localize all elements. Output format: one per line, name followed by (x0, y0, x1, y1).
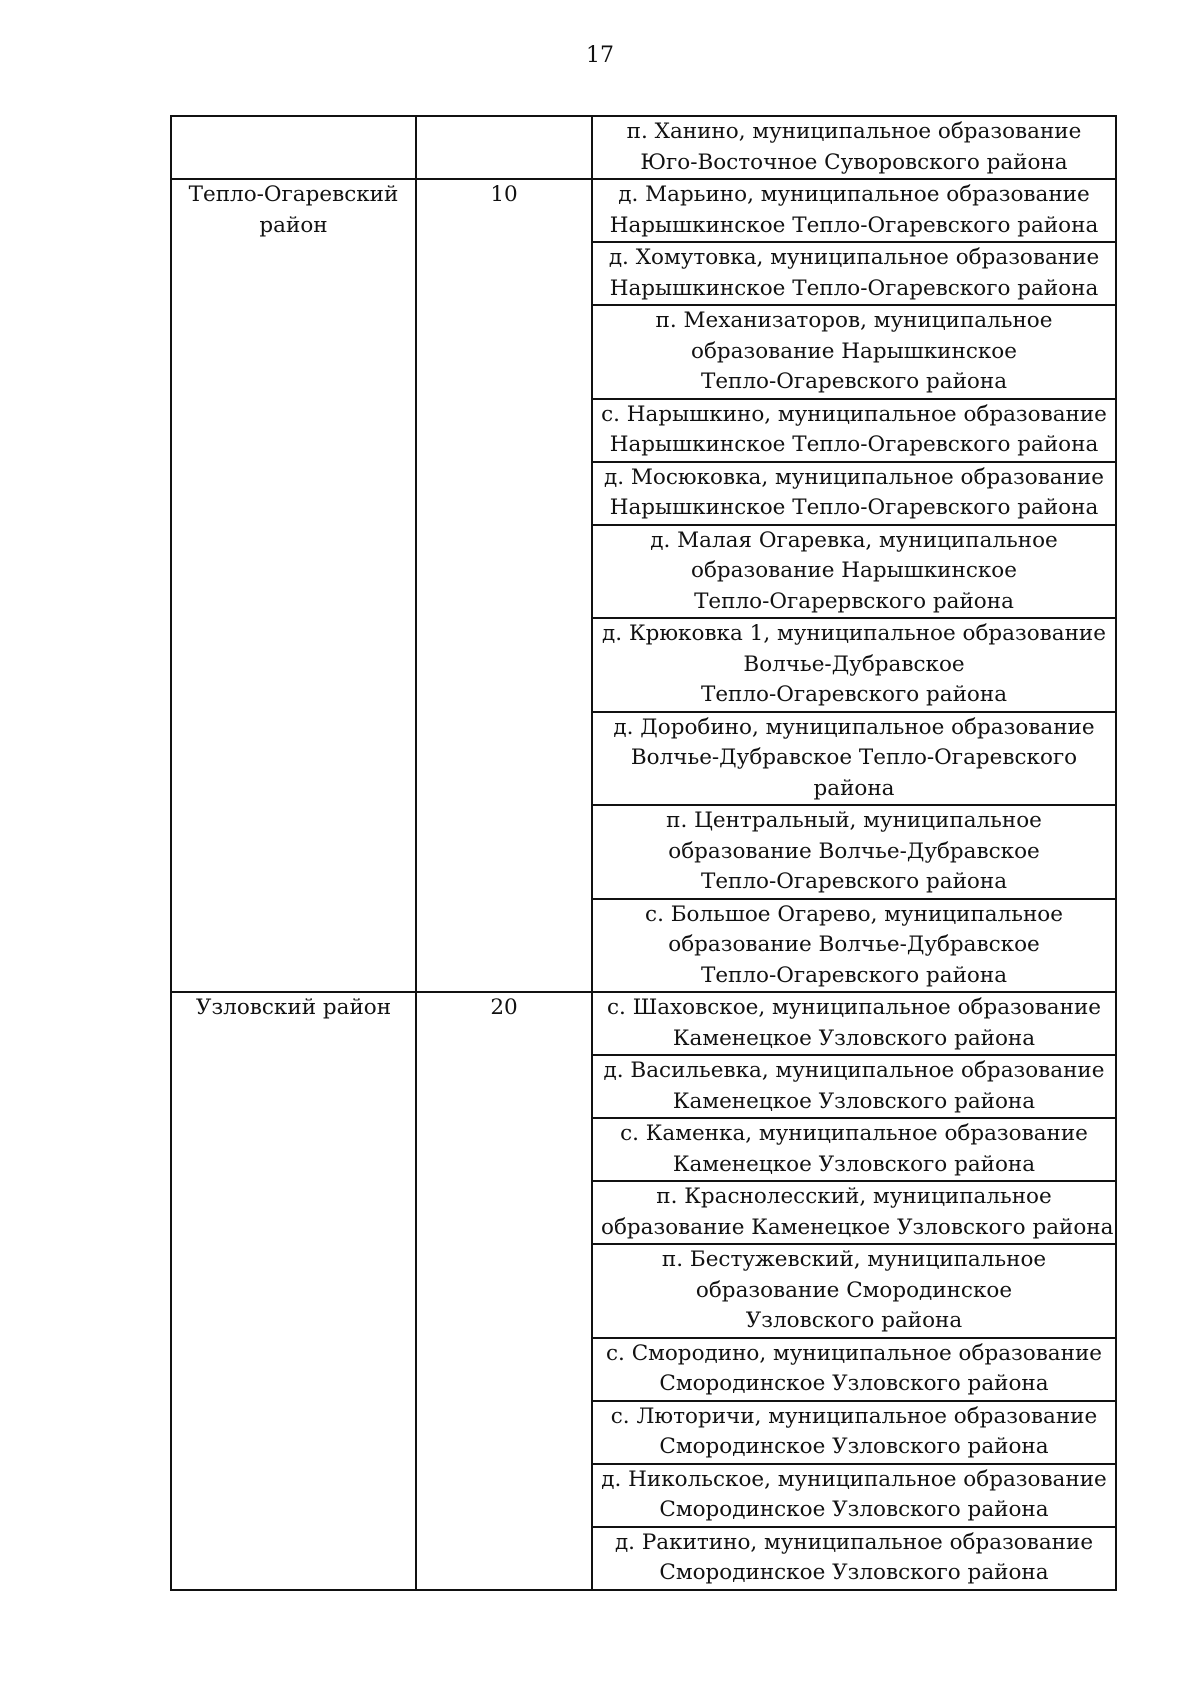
settlement-line: д. Марьино, муниципальное образование (618, 182, 1090, 207)
settlement-line: Волчье-Дубравское (743, 651, 965, 677)
settlements-table (170, 115, 1117, 1591)
settlement-line: Нарышкинское Тепло-Огаревского района (609, 495, 1099, 520)
settlement-line: п. Центральный, муниципальное (666, 808, 1042, 833)
settlement-cell (592, 992, 1116, 1055)
settlement-line: п. Бестужевский, муниципальное (661, 1247, 1047, 1272)
settlement-line: Смородинское Узловского района (659, 1371, 1049, 1396)
settlement-cell (592, 1401, 1116, 1464)
district-cell: Узловский район (171, 992, 416, 1590)
settlement-line: Каменецкое Узловского района (672, 1025, 1036, 1051)
settlement-line: образование Нарышкинское (691, 558, 1017, 583)
settlement-cell (592, 116, 1116, 179)
settlement-line: с. Люторичи, муниципальное образование (610, 1403, 1098, 1429)
settlement-line: Нарышкинское Тепло-Огаревского района (609, 432, 1099, 457)
table-body (171, 116, 1116, 1590)
settlement-line: д. Доробино, муниципальное образование (613, 714, 1095, 740)
settlement-line: Каменецкое Узловского района (672, 1088, 1036, 1114)
settlement-line: образование Нарышкинское (691, 338, 1017, 364)
settlement-line: п. Механизаторов, муниципальное (655, 308, 1053, 333)
settlement-cell (592, 805, 1116, 899)
settlement-cell (592, 1338, 1116, 1401)
settlement-line: Нарышкинское Тепло-Огаревского района (609, 275, 1099, 301)
settlement-cell (592, 1527, 1116, 1590)
settlement-line: с. Нарышкино, муниципальное образование (601, 401, 1107, 427)
settlement-line: Тепло-Огаревского района (700, 962, 1008, 988)
settlement-cell (592, 712, 1116, 806)
settlement-line: Тепло-Огарервского района (694, 588, 1014, 614)
settlement-line: д. Васильевка, муниципальное образование (603, 1058, 1105, 1083)
settlement-cell (592, 179, 1116, 242)
district-cell: Тепло-Огаревский район (171, 179, 416, 992)
settlement-cell (592, 525, 1116, 619)
settlement-line: с. Каменка, муниципальное образование (620, 1121, 1088, 1146)
settlement-line: Тепло-Огаревского района (700, 682, 1008, 707)
count-cell (416, 116, 592, 179)
settlement-cell (592, 462, 1116, 525)
settlement-line: Юго-Восточное Суворовского района (640, 149, 1068, 175)
settlement-cell (592, 242, 1116, 305)
settlement-line: д. Ракитино, муниципальное образование (614, 1529, 1094, 1555)
settlement-line: д. Хомутовка, муниципальное образование (608, 245, 1100, 270)
settlement-line: образование Волчье-Дубравское (668, 838, 1040, 864)
settlement-cell (592, 1181, 1116, 1244)
settlement-line: Узловского района (745, 1308, 963, 1333)
count-cell: 20 (416, 992, 592, 1590)
settlement-line: д. Малая Огаревка, муниципальное (650, 527, 1058, 553)
settlement-cell (592, 1244, 1116, 1338)
settlement-line: п. Ханино, муниципальное образование (626, 119, 1082, 144)
settlement-cell (592, 399, 1116, 462)
settlement-line: Тепло-Огаревского района (700, 369, 1008, 394)
settlement-line: района (813, 775, 895, 801)
settlement-line: с. Смородино, муниципальное образование (605, 1340, 1103, 1366)
page-number: 17 (586, 43, 614, 68)
settlement-line: с. Шаховское, муниципальное образование (606, 995, 1102, 1020)
settlement-cell (592, 1464, 1116, 1527)
count-cell: 10 (416, 179, 592, 992)
table-row (171, 992, 1116, 1055)
settlement-line: образование Волчье-Дубравское (668, 932, 1040, 957)
settlement-line: д. Крюковка 1, муниципальное образование (602, 621, 1106, 646)
table-row (171, 116, 1116, 179)
settlement-line: Смородинское Узловского района (659, 1497, 1049, 1522)
settlement-line: Каменецкое Узловского района (672, 1151, 1036, 1177)
settlement-line: образование Каменецкое Узловского района (601, 1214, 1114, 1240)
table-row (171, 179, 1116, 242)
settlement-line: Тепло-Огаревского района (700, 869, 1008, 894)
settlement-line: Смородинское Узловского района (659, 1434, 1049, 1459)
district-cell (171, 116, 416, 179)
settlement-line: д. Никольское, муниципальное образование (601, 1466, 1107, 1492)
settlement-line: Смородинское Узловского района (659, 1560, 1049, 1585)
settlement-cell (592, 305, 1116, 399)
settlement-cell (592, 618, 1116, 712)
settlement-line: п. Краснолесский, муниципальное (656, 1184, 1052, 1209)
settlement-line: Волчье-Дубравское Тепло-Огаревского (630, 745, 1078, 770)
settlement-cell (592, 1118, 1116, 1181)
settlement-line: Нарышкинское Тепло-Огаревского района (609, 212, 1099, 238)
settlement-line: с. Большое Огарево, муниципальное (645, 901, 1063, 927)
settlement-cell (592, 1055, 1116, 1118)
settlement-line: д. Мосюковка, муниципальное образование (603, 464, 1104, 490)
settlement-line: образование Смородинское (695, 1277, 1013, 1303)
settlement-cell (592, 899, 1116, 993)
